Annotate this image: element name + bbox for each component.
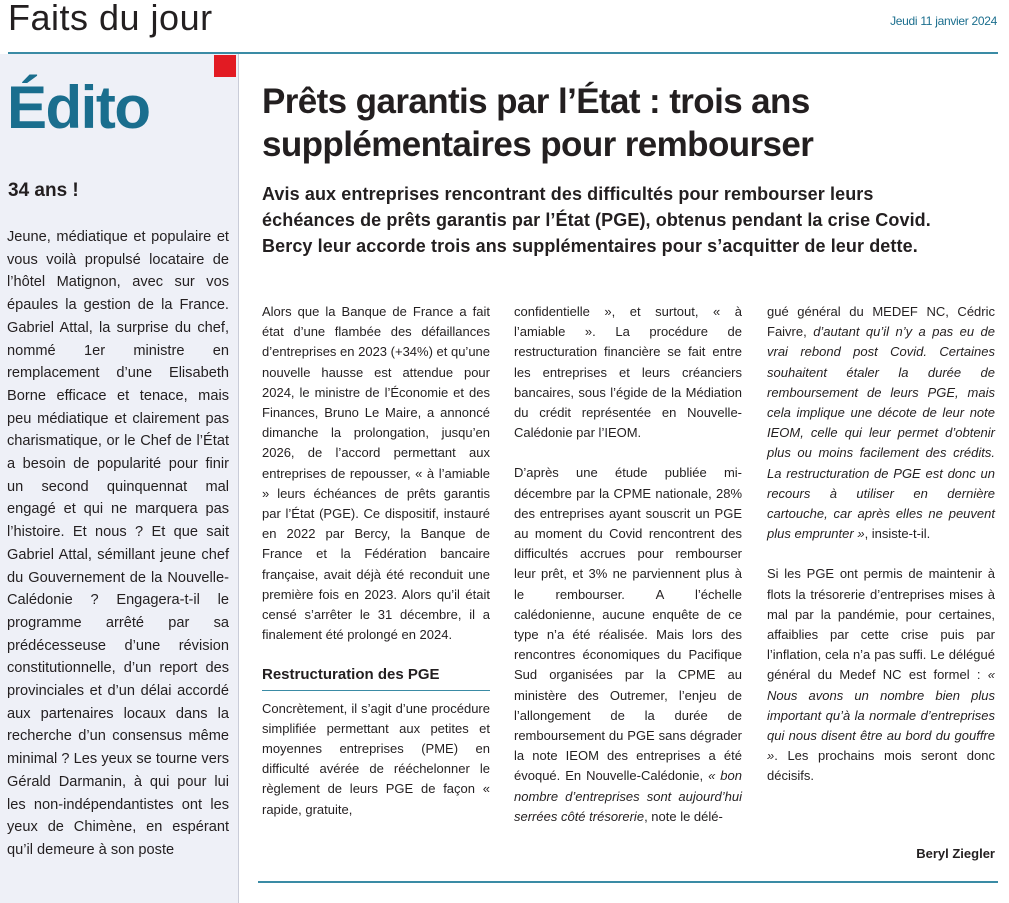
quote-text: « Nous avons un nombre bien plus important qu’à la normale d’entreprises qui nous disent être au bord du gouffre »	[767, 667, 995, 764]
editorial-title: Édito	[7, 74, 150, 141]
article-subhead: Restructuration des PGE	[262, 665, 490, 690]
page-header	[0, 0, 1009, 54]
editorial-body: Jeune, médiatique et populaire et vous voilà propulsé locataire de l’hôtel Matignon, avec sur vos épaules la gestion de la France. Gabriel Attal, la surprise du chef, nommé 1er ministre en remplacement d’une Elisabeth Borne efficace et tenace, mais peu médiatique et clairement pas charismatique, or le Chef de l’État a besoin de popularité pour finir un second quinquennat mal engagé et qui ne marquera pas l’histoire. Et nous ? Et que sait Gabriel Attal, sémillant jeune chef du Gouvernement de la Nouvelle-Calédonie ? Engagera-t-il le programme arrêté par sa prédécesseuse d’une révision constitutionnelle, d’un report des provinciales et d’un délai accordé aux partenaires locaux dans la recherche d’un consensus même minimal ? Les yeux se tourne vers Gérald Darmanin, à qui pour lui les non-indépendantistes ont les yeux de Chimène, en espérant qu’il demeure à son poste	[7, 229, 229, 858]
quote-text: « bon nombre d’entreprises sont aujourd’hui serrées côté trésorerie	[514, 768, 742, 824]
issue-date: Jeudi 11 janvier 2024	[890, 14, 997, 28]
paragraph-text: Si les PGE ont permis de maintenir à flots la trésorerie d’entreprises mises à mal par la pandémie, pour certaines, affaiblies par cette crise puis par l’inflation, cela n’a pas suffi. Le délégué général du Medef NC est formel :	[767, 566, 995, 683]
article-standfirst: Avis aux entreprises rencontrant des difficultés pour rembourser leurs échéances de prêts garantis par l’État (PGE), obtenus pendant la crise Covid. Bercy leur accorde trois ans supplémentaires pour s’acquitter de leur dette.	[262, 184, 931, 256]
quote-text: d’autant qu’il n’y a pas eu de vrai rebond post Covid. Certaines souhaitent étaler la durée de remboursement de leurs PGE, mais cela implique une décote de leur note IEOM, celle qui leur permet d’obtenir plus ou moins facilement des crédits. La restructuration de PGE est donc un recours à utiliser en dernière cartouche, car après elles ne peuvent plus emprunter »	[767, 324, 995, 542]
section-title: Faits du jour	[8, 0, 213, 38]
article-paragraph	[767, 564, 995, 786]
article-column-2	[514, 302, 742, 847]
article-column-1	[262, 302, 490, 840]
editorial-subtitle: 34 ans !	[8, 180, 79, 201]
red-corner-marker	[214, 55, 236, 77]
article-paragraph: confidentielle », et surtout, « à l’amiable ». La procédure de restructuration financière se fait entre les entreprises et leurs créanciers bancaires, sous l’égide de la Médiation du crédit représentée en Nouvelle-Calédonie par l’IEOM.	[514, 304, 742, 441]
paragraph-text: , note le délé-	[644, 808, 723, 824]
article-headline: Prêts garantis par l’État : trois ans supplémentaires pour rembourser	[262, 82, 814, 164]
article-paragraph: Concrètement, il s’agit d’une procédure simplifiée permettant aux petites et moyennes entreprises (PME) en difficulté avérée de rééchelonner le règlement de leurs PGE de façon « rapide, gratuite,	[262, 700, 490, 817]
paragraph-text: D’après une étude publiée mi-décembre par la CPME nationale, 28% des entreprises ayant souscrit un PGE au moment du Covid rencontrent des difficultés accrues pour rembourser leur prêt, et 3% ne parviennent plus à le rembourser. A l’échelle calédonienne, aucune enquête de ce type n’a été réalisée. Mais lors des rencontres économiques du Pacifique Sud organisées par la CPME au ministère des Outremer, l’enjeu de l’allongement de la durée de remboursement du PGE sans dégrader la note IEOM des entreprises a été évoqué. En Nouvelle-Calédonie,	[514, 465, 742, 784]
paragraph-text: , insiste-t-il.	[864, 526, 931, 542]
footer-rule	[258, 881, 998, 883]
article-paragraph	[767, 302, 995, 544]
article-byline: Beryl Ziegler	[916, 846, 995, 861]
paragraph-text: gué général du MEDEF NC, Cédric Faivre,	[767, 304, 995, 340]
sidebar-divider	[238, 54, 239, 903]
article-paragraph	[514, 463, 742, 827]
article-paragraph: Alors que la Banque de France a fait état d’une flambée des défaillances d’entreprises en 2023 (+34%) et qu’une nouvelle hausse est attendue pour 2024, le ministre de l’Économie et des Finances, Bruno Le Maire, a annoncé dimanche la prolongation, jusqu’en 2026, de l’accord permettant aux entreprises de repousser, « à l’amiable » leurs échéances de prêts garantis par l’État (PGE). Ce dispositif, instauré en 2022 par Bercy, la Banque de France et la Fédération bancaire française, avait déjà été reconduit une première fois en 2023. Alors qu’il était censé s’arrêter le 31 décembre, il a finalement été prolongé en 2024.	[262, 304, 491, 643]
paragraph-text: . Les prochains mois seront donc décisifs.	[767, 748, 995, 784]
article-column-3	[767, 302, 995, 807]
